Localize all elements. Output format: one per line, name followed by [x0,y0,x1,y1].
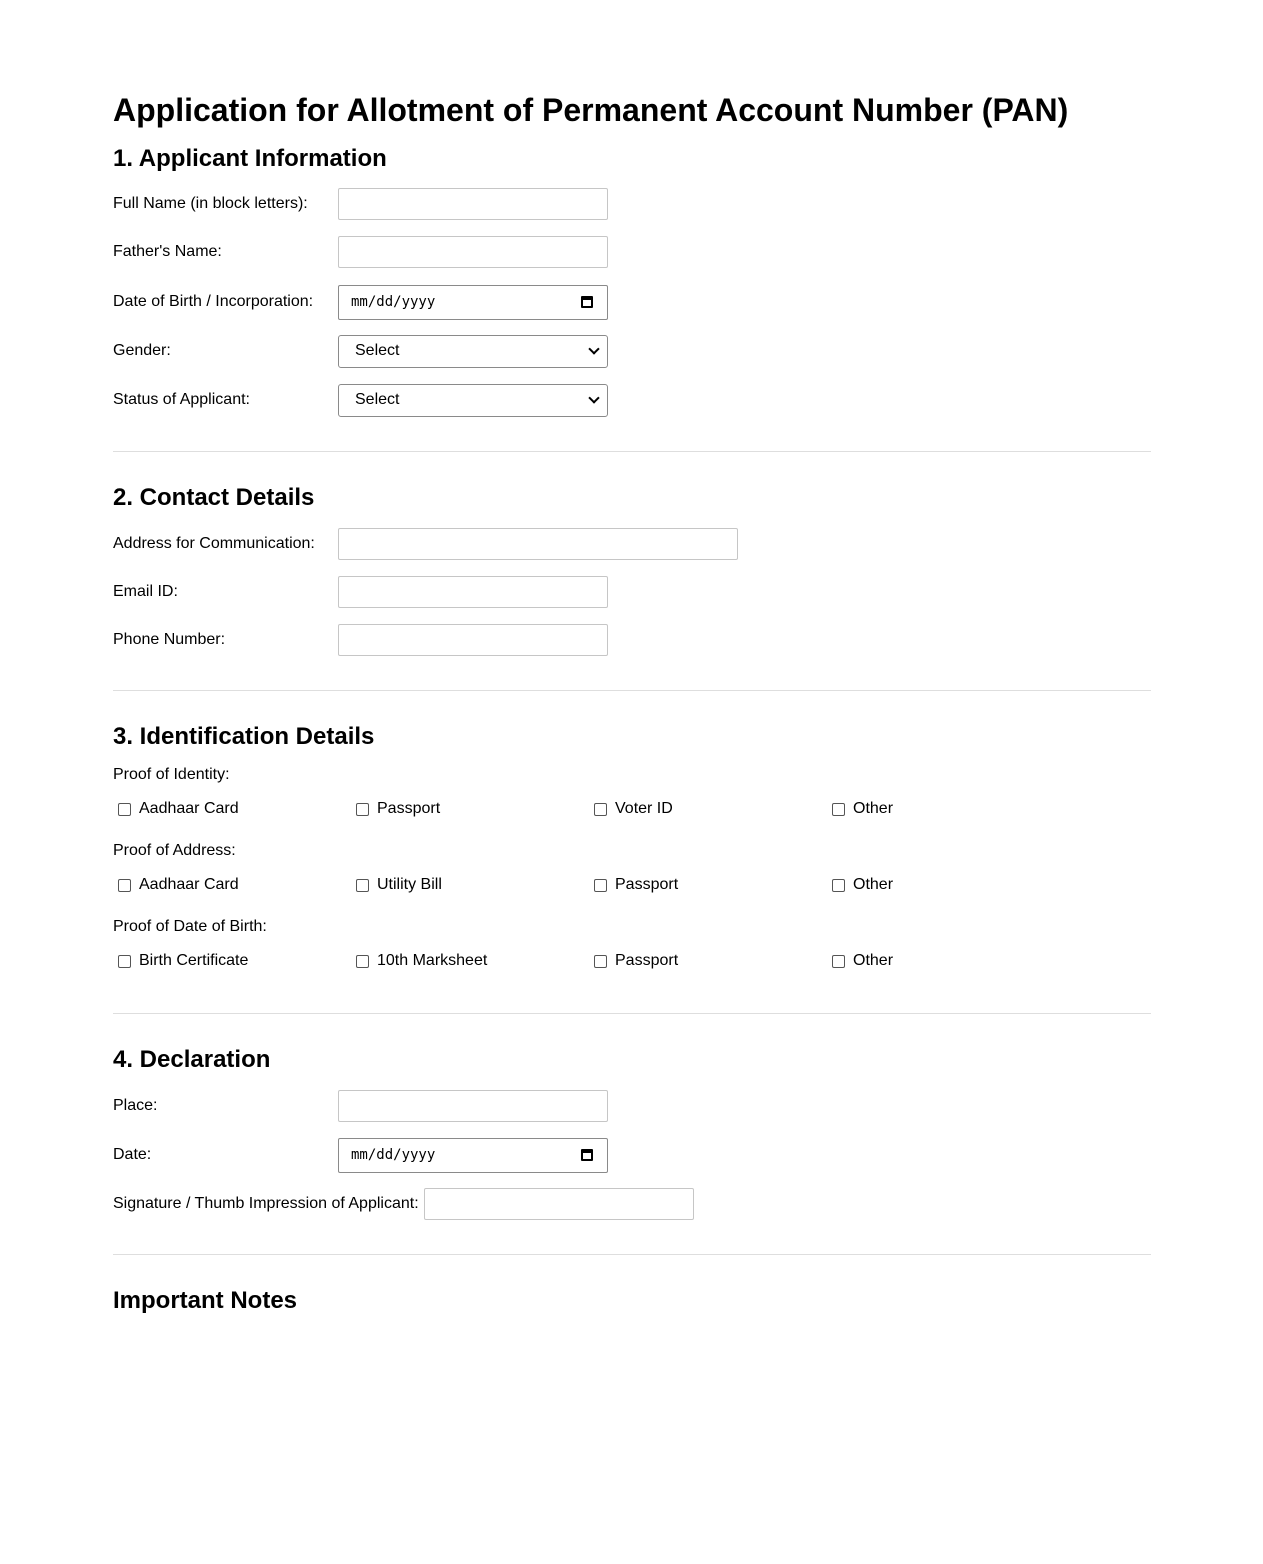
email-row [113,575,608,609]
option-label: Other [853,876,894,893]
proof-of-identity-label: Proof of Identity: [113,766,230,783]
section-identification-heading: 3. Identification Details [113,723,375,750]
email-label: Email ID: [113,583,178,600]
notes-heading: Important Notes [113,1287,298,1314]
fathers-name-label: Father's Name: [113,243,222,260]
checkbox[interactable] [356,803,369,816]
dob-placeholder: mm/dd/yyyy [351,294,436,310]
pan-application-form [113,0,1151,1314]
dob-label: Date of Birth / Incorporation: [113,293,314,310]
identity-option-aadhaar[interactable] [113,800,239,818]
address-row [113,527,738,561]
identity-option-passport[interactable] [351,800,440,818]
option-label: Utility Bill [377,876,442,893]
address-label: Address for Communication: [113,535,315,552]
option-label: Passport [615,952,679,969]
gender-selected-value: Select [355,342,400,359]
dob-row [113,285,608,319]
email-input[interactable] [338,576,608,608]
checkbox[interactable] [594,879,607,892]
date-placeholder: mm/dd/yyyy [351,1147,436,1163]
section-divider [113,1013,1151,1014]
checkbox[interactable] [118,955,131,968]
checkbox[interactable] [356,955,369,968]
gender-select[interactable] [338,335,608,368]
option-label: Other [853,800,894,817]
section-divider [113,451,1151,452]
option-label: Passport [615,876,679,893]
identity-option-other[interactable] [827,800,893,818]
proof-of-dob-options [113,952,1151,974]
checkbox[interactable] [118,803,131,816]
full-name-input[interactable] [338,188,608,220]
address-option-aadhaar[interactable] [113,876,239,894]
option-label: Birth Certificate [139,952,249,969]
signature-label: Signature / Thumb Impression of Applicant: [113,1195,419,1212]
option-label: Other [853,952,894,969]
section-applicant-heading: 1. Applicant Information [113,145,387,172]
date-row [113,1138,608,1172]
address-option-passport[interactable] [589,876,678,894]
option-label: Voter ID [615,800,673,817]
place-row [113,1089,608,1123]
address-input[interactable] [338,528,738,560]
proof-of-dob-label: Proof of Date of Birth: [113,918,267,935]
dob-input[interactable] [338,285,608,320]
dob-option-birth-certificate[interactable] [113,952,248,970]
option-label: Aadhaar Card [139,876,239,893]
status-label: Status of Applicant: [113,391,250,408]
phone-row [113,623,608,657]
fathers-name-row [113,235,608,269]
signature-row [113,1187,694,1221]
status-selected-value: Select [355,391,400,408]
gender-row [113,334,608,368]
signature-input[interactable] [424,1188,694,1220]
proof-of-address-label: Proof of Address: [113,842,236,859]
dob-option-10th-marksheet[interactable] [351,952,487,970]
calendar-icon[interactable] [581,1149,593,1161]
full-name-row [113,187,608,221]
date-label: Date: [113,1146,152,1163]
gender-label: Gender: [113,342,171,359]
identity-option-voter-id[interactable] [589,800,673,818]
dob-option-passport[interactable] [589,952,678,970]
place-input[interactable] [338,1090,608,1122]
checkbox[interactable] [356,879,369,892]
checkbox[interactable] [118,879,131,892]
option-label: Passport [377,800,441,817]
option-label: Aadhaar Card [139,800,239,817]
checkbox[interactable] [594,955,607,968]
checkbox[interactable] [594,803,607,816]
section-divider [113,1254,1151,1255]
address-option-other[interactable] [827,876,893,894]
status-select[interactable] [338,384,608,417]
full-name-label: Full Name (in block letters): [113,195,308,212]
chevron-down-icon [588,343,599,354]
checkbox[interactable] [832,879,845,892]
proof-of-address-options [113,876,1151,898]
dob-option-other[interactable] [827,952,893,970]
address-option-utility-bill[interactable] [351,876,442,894]
chevron-down-icon [588,392,599,403]
date-input[interactable] [338,1138,608,1173]
page-title: Application for Allotment of Permanent Account Number (PAN) [113,92,1069,128]
section-divider [113,690,1151,691]
phone-label: Phone Number: [113,631,226,648]
status-row [113,383,608,417]
checkbox[interactable] [832,955,845,968]
proof-of-identity-options [113,800,1151,822]
checkbox[interactable] [832,803,845,816]
fathers-name-input[interactable] [338,236,608,268]
phone-input[interactable] [338,624,608,656]
section-contact-heading: 2. Contact Details [113,484,315,511]
calendar-icon[interactable] [581,296,593,308]
option-label: 10th Marksheet [377,952,488,969]
section-declaration-heading: 4. Declaration [113,1046,271,1073]
place-label: Place: [113,1097,158,1114]
